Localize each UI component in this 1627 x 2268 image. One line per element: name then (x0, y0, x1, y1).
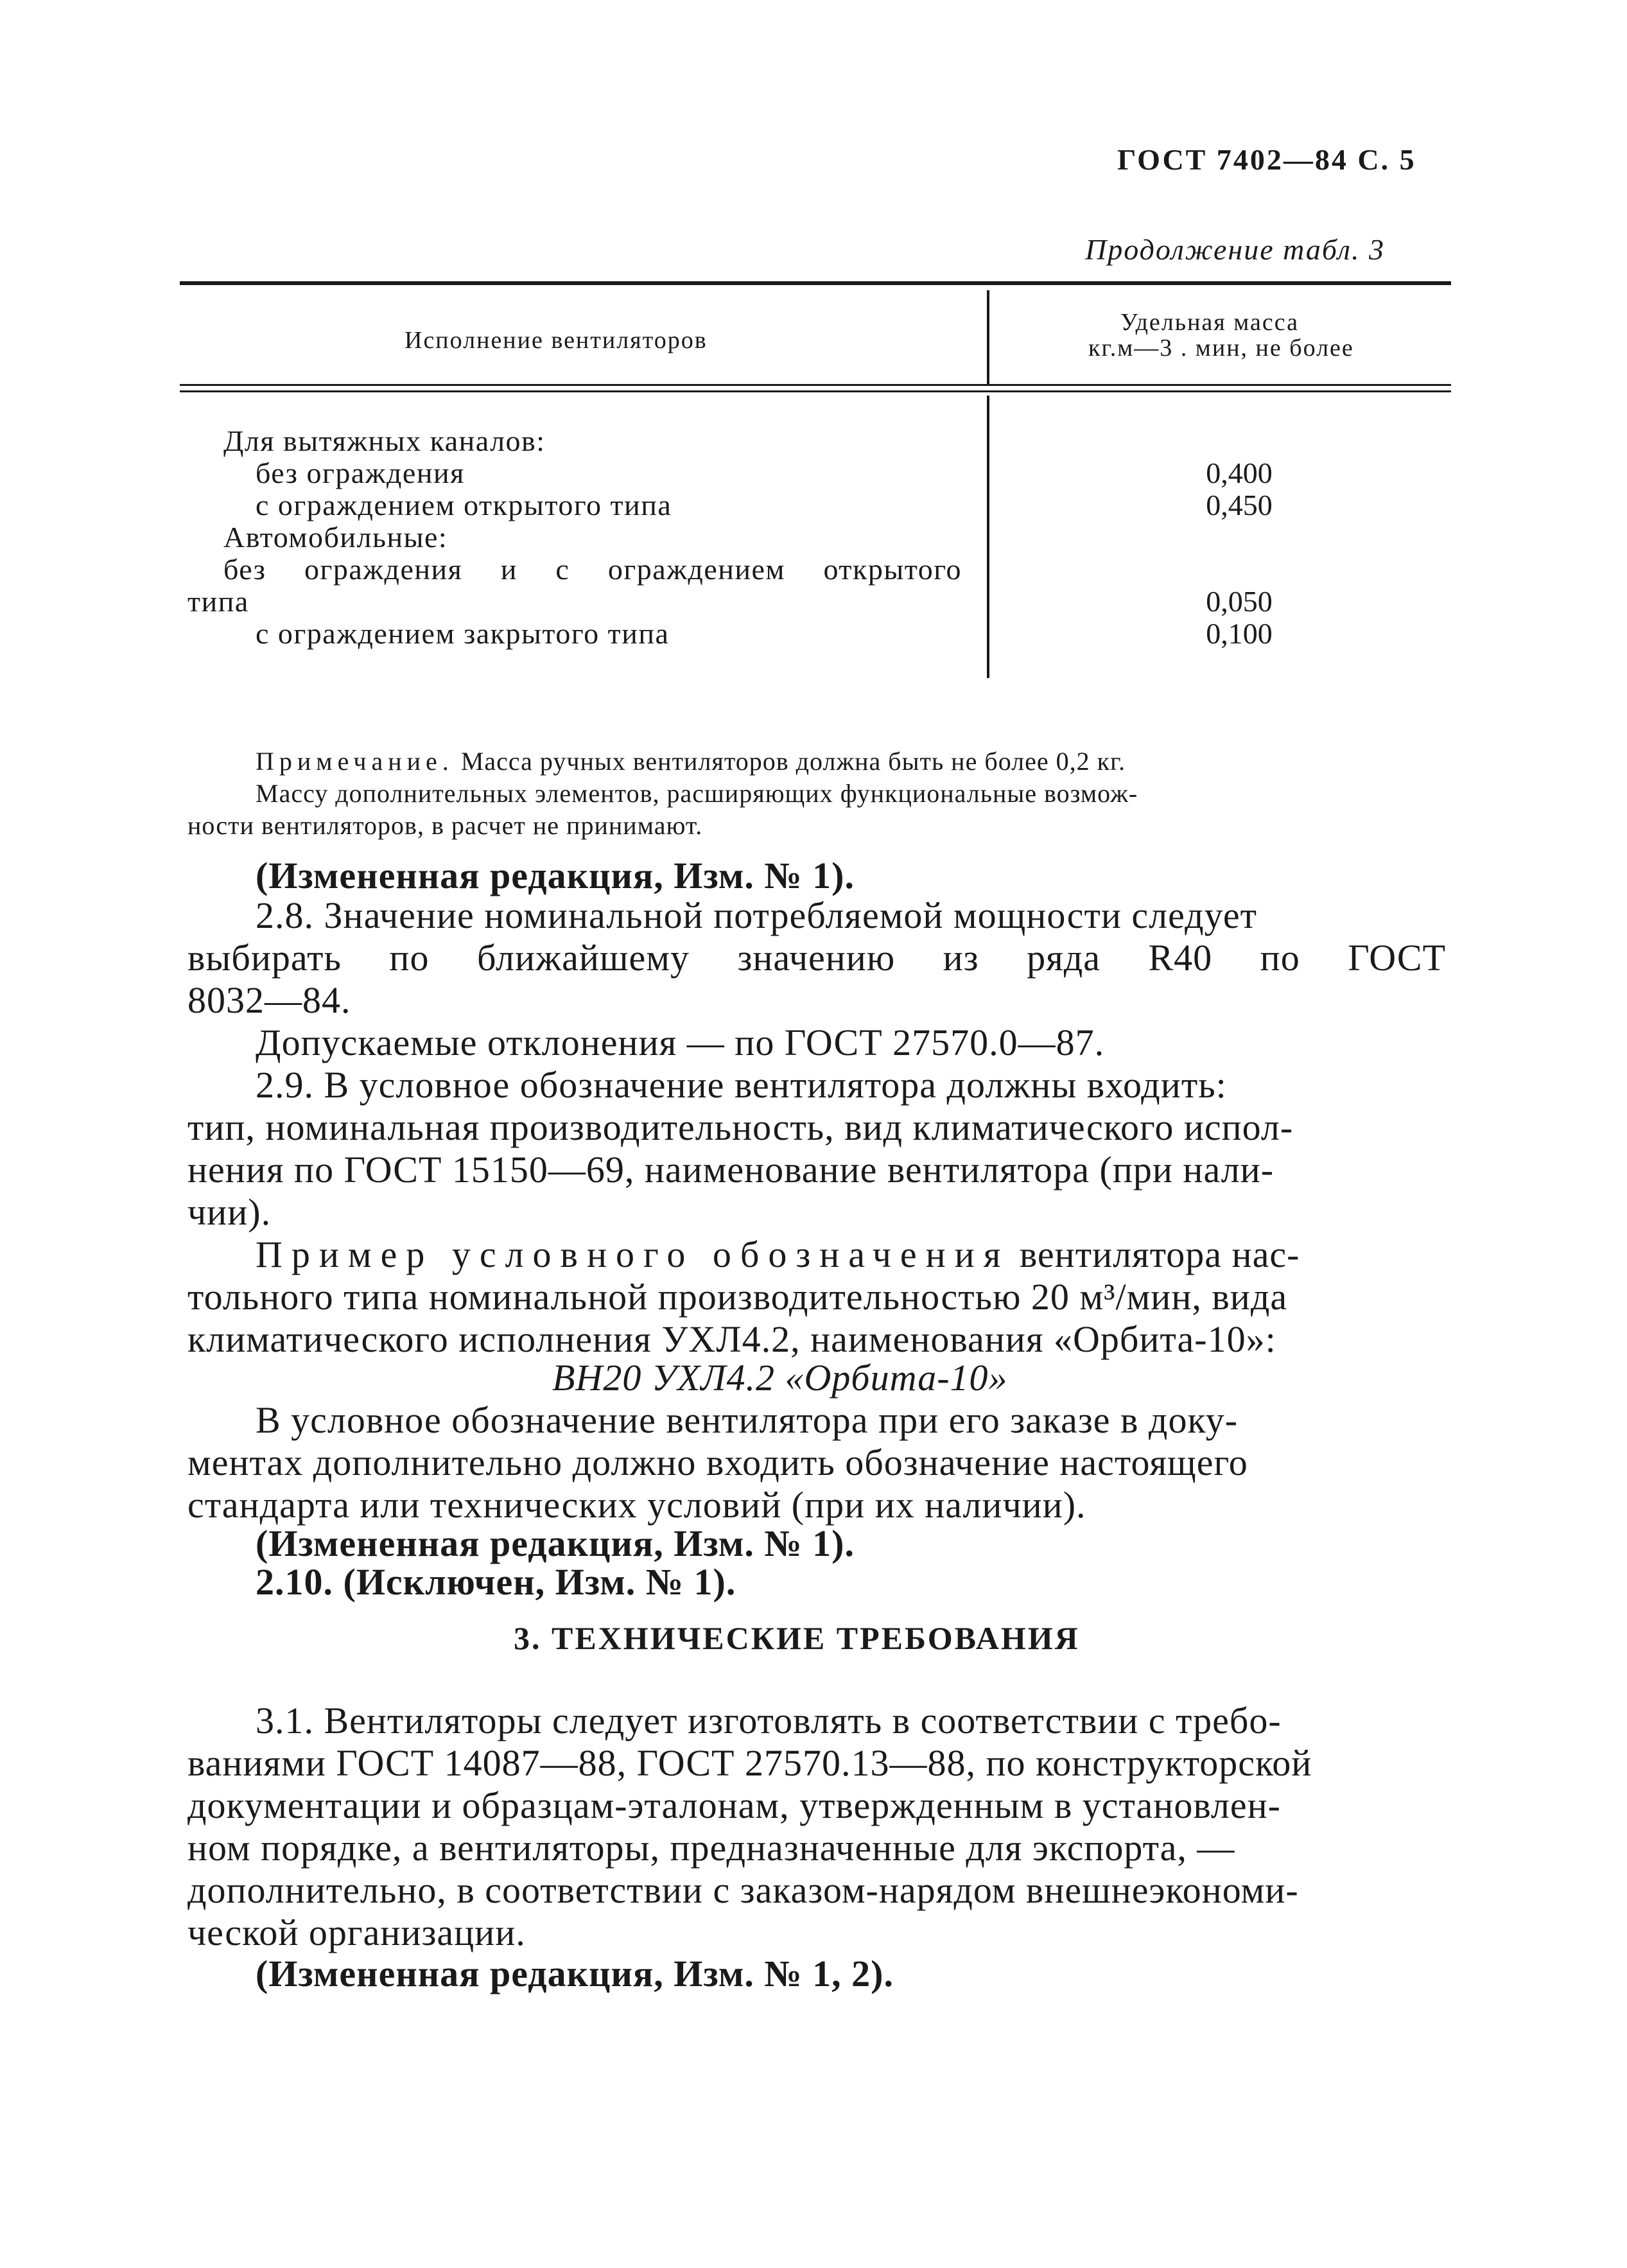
order-line-2: ментах дополнительно должно входить обозначение настоящего (187, 1442, 1248, 1483)
para-3-1-line-4: ном порядке, а вентиляторы, предназначенные для экспорта, — (187, 1827, 1235, 1869)
example-line-1-rest: вентилятора нас- (1019, 1234, 1300, 1275)
para-2-9-line-3: нения по ГОСТ 15150—69, наименование вентилятора (при нали- (187, 1149, 1275, 1191)
para-3-1-line-3: документации и образцам-эталонам, утвержденным в установлен- (187, 1784, 1281, 1826)
example-line-1 (256, 1233, 1300, 1276)
para-2-8-line-3: 8032—84. (187, 979, 351, 1021)
table-header-divider (987, 290, 989, 384)
para-2-9-line-4: чии). (187, 1191, 272, 1233)
table-row-label: Для вытяжных каналов: (223, 424, 546, 457)
table-row-label: с ограждением закрытого типа (256, 617, 670, 650)
para-2-10-text: 2.10. (Исключен, Изм. № 1). (256, 1561, 736, 1603)
table-row-value: 0,400 (1206, 457, 1273, 489)
section-3-title: 3. ТЕХНИЧЕСКИЕ ТРЕБОВАНИЯ (514, 1620, 1080, 1656)
note-text-1: Масса ручных вентиляторов должна быть не более 0,2 кг. (460, 747, 1126, 776)
table-top-rule (180, 281, 1451, 285)
table-row-value: 0,100 (1206, 617, 1273, 650)
amendment-note: (Измененная редакция, Изм. № 1). (256, 1522, 855, 1564)
amendment-note: (Измененная редакция, Изм. № 1, 2). (256, 1953, 894, 1994)
note-line-3: ности вентиляторов, в расчет не принимают. (187, 811, 703, 840)
table-col2-header-line2: кг.м—3 . мин, не более (1088, 335, 1354, 362)
para-2-10 (256, 1560, 736, 1603)
para-3-1-line-2: ваниями ГОСТ 14087—88, ГОСТ 27570.13—88, по конструкторской (187, 1742, 1312, 1784)
table-col2-header-line1: Удельная масса (1120, 309, 1299, 336)
para-2-8-line-2: выбирать по ближайшему значению из ряда R40 по ГОСТ (187, 937, 1446, 979)
table-header-rule-2 (180, 390, 1451, 392)
page-header: ГОСТ 7402—84 С. 5 (1117, 143, 1416, 176)
table-row-label: Автомобильные: (223, 521, 448, 554)
para-2-9-line-1: 2.9. В условное обозначение вентилятора должны входить: (256, 1064, 1227, 1106)
table-row-label: типа (187, 585, 249, 618)
order-line-3: стандарта или технических условий (при их наличии). (187, 1484, 1086, 1526)
note-prefix: Примечание. (256, 747, 454, 776)
example-prefix: Пример условного обозначения (256, 1234, 1010, 1275)
para-3-1-line-5: дополнительно, в соответствии с заказом-нарядом внешнеэкономи- (187, 1869, 1299, 1911)
para-3-1-line-1: 3.1. Вентиляторы следует изготовлять в соответствии с требо- (256, 1700, 1282, 1741)
table-body-divider (987, 396, 989, 678)
table-header-rule-1 (180, 384, 1451, 386)
table-row-label: с ограждением открытого типа (256, 489, 672, 521)
example-line-2: тольного типа номинальной производительностью 20 м³/мин, вида (187, 1276, 1288, 1318)
para-3-1-line-6: ческой организации. (187, 1912, 526, 1953)
table-row-label: без ограждения (256, 457, 465, 489)
note-line-1 (256, 746, 1126, 776)
table-col1-header: Исполнение вентиляторов (405, 327, 708, 354)
order-line-1: В условное обозначение вентилятора при его заказе в доку- (256, 1399, 1239, 1441)
note-line-2: Массу дополнительных элементов, расширяющих функциональные возмож- (256, 779, 1138, 808)
para-2-8-line-4: Допускаемые отклонения — по ГОСТ 27570.0—87. (256, 1022, 1105, 1063)
amendment-note: (Измененная редакция, Изм. № 1). (256, 855, 855, 896)
example-line-3: климатического исполнения УХЛ4.2, наименования «Орбита-10»: (187, 1318, 1276, 1360)
para-2-9-line-2: тип, номинальная производительность, вид климатического испол- (187, 1106, 1294, 1148)
table-continuation-label: Продолжение табл. 3 (1085, 233, 1385, 266)
example-designation: ВН20 УХЛ4.2 «Орбита-10» (552, 1357, 1008, 1399)
table-row-label: без ограждения и с ограждением открытого (223, 553, 962, 586)
para-2-8-line-1: 2.8. Значение номинальной потребляемой мощности следует (256, 894, 1257, 936)
table-row-value: 0,450 (1206, 489, 1273, 521)
table-row-value: 0,050 (1206, 585, 1273, 618)
